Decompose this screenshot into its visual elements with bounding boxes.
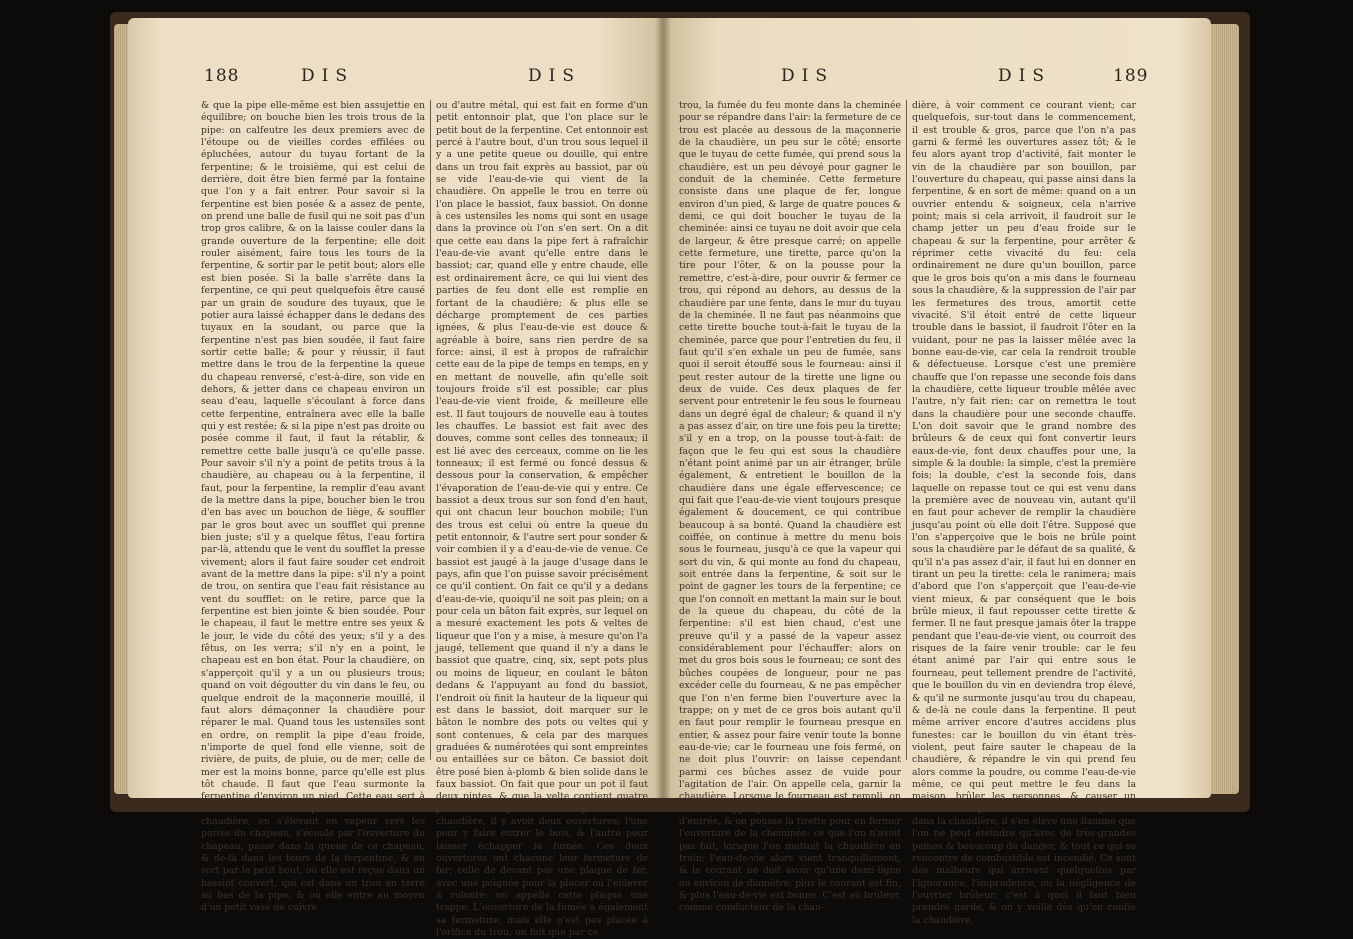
- left-column-2-text: ou d'autre métal, qui est fait en forme d'un petit entonnoir plat, que l'on place sur le petit bout de la ferpentine. Cet entonnoir est percé à l'autre bout, d'un trou sous lequel il y a une petite queue ou douille, qui entre dans un trou fait exprès au bassiot, par où se vide l'eau-de-vie qui vient de la chaudière. On appelle le trou en terre où l'on place le bassiot, faux bassiot. On donne à ces ustensiles les noms qui sont en usage dans la province où l'on s'en sert. On a dit que cette eau dans la pipe fert à rafraîchir l'eau-de-vie avant qu'elle entre dans le bassiot; car, quand elle y entre chaude, elle est ordinairement âcre, ce qui lui vient des parties de feu dont elle est remplie en fortant de la chaudière; & plus elle se décharge promptement de ces parties ignées, & plus l'eau-de-vie est douce & agréable à boire, sans rien perdre de sa force: ainsi, il est à propos de rafraîchir cette eau de la pipe de temps en temps, en y en mettant de nouvelle, afin qu'elle soit toujours froide s'il est possible; car plus l'eau-de-vie vient froide, & meilleure elle est. Il faut toujours de nouvelle eau à toutes les chauffes. Le bassiot est fait avec des douves, comme sont celles des tonneaux; il est lié avec des cerceaux, comme on lie les tonneaux; il est fermé ou foncé dessus & dessous pour la conservation, & empêcher l'évaporation de l'eau-de-vie qui y entre. Ce bassiot a deux trous sur son fond d'en haut, qui ont chacun leur bouchon mobile; l'un des trous est celui où entre la queue du petit entonnoir, & l'autre sert pour sonder & voir combien il y a d'eau-de-vie de venue. Ce bassiot est jaugé à la jauge d'usage dans le pays, afin que l'on puisse savoir précisément ce qu'il contient. On fait ce qu'il y a dedans d'eau-de-vie, quoiqu'il ne soit pas plein; on a pour cela un bâton fait exprès, sur lequel on a mesuré exactement les pots & veltes de liqueur que l'on y a mise, à mesure qu'on l'a jaugé, tellement que quand il n'y a dans le bassiot que quatre, cinq, six, sept pots plus ou moins de liqueur, en coulant le bâton dedans & l'appuyant au fond du bassiot, l'endroit où finit la hauteur de la liqueur qui est dans le bassiot, doit marquer sur le bâton le nombre des pots ou veltes qui y sont contenues, & cela par des marques graduées & numérotées qui sont empreintes ou entaillées sur ce bâton. Ce bassiot doit être posé bien à-plomb & bien solide dans le faux bassiot. On fait que pour un pot il faut deux pintes, & que la velte contient quatre pots. On a dit qu'au fourneau qui est sous la chaudière, il y avoit deux ouvertures; l'une pour y faire entrer le bois, & l'autre pour laisser échapper la fumée. Ces deux ouvertures ont chacune leur fermeture de fer; celle de devant par une plaque de fer, avec une poignée pour la placer ou l'enlever à volonté: on appelle cette plaque une trappe. L'ouverture de la fumée a également sa fermeture, mais elle n'est pas placée à l'orifice du trou; on fait que par ce: [436, 100, 648, 939]
- right-column-2: [912, 100, 1136, 926]
- left-page-number: 188: [204, 66, 240, 86]
- left-running-head-2: DIS: [528, 66, 581, 86]
- right-column-1-text: trou, la fumée du feu monte dans la cheminée pour se répandre dans l'air: la fermeture de ce trou est placée au dessous de la maçonnerie de la chaudière, un peu sur le côté; ensorte que le tuyau de cette fumée, qui prend sous la chaudière, est un peu dévoyé pour gagner le conduit de la cheminée. Cette fermeture consiste dans une plaque de fer, longue environ d'un pied, & large de quatre pouces & demi, ce qui doit boucher le tuyau de la cheminée: ainsi ce tuyau ne doit avoir que cela de largeur, & être presque carré; on appelle cette fermeture, une tirette, parce qu'on la tire pour l'ôter, & on la pousse pour la remettre, c'est-à-dire, pour ouvrir & fermer ce trou, qui répond au dehors, au dessus de la chaudière par une fente, dans le mur du tuyau de la cheminée. Il ne faut pas néanmoins que cette tirette bouche tout-à-fait le tuyau de la cheminée, parce que pour l'entretien du feu, il faut qu'il s'en exhale un peu de fumée, sans quoi il seroit étouffé sous le fourneau: ainsi il peut rester autour de la tirette une ligne ou deux de vuide. Ces deux plaques de fer servent pour entretenir le feu sous le fourneau dans un degré égal de chaleur; & quand il n'y a pas assez d'air, on tire une fois peu la tirette; s'il y en a trop, on la pousse tout-à-fait: de façon que le feu qui est sous la chaudière n'étant point animé par un air étranger, brûle également, & entretient le bouillon de la chaudière dans une égale effervescence; ce qui fait que l'eau-de-vie vient toujours presque également & doucement, ce qui contribue beaucoup à sa bonté. Quand la chaudière est coiffée, on continue à mettre du menu bois sous le fourneau, jusqu'à ce que la vapeur qui sort du vin, & qui monte au fond du chapeau, soit entrée dans la ferpentine, & soit sur le point de gagner les tours de la ferpentine; ce que l'on connoît en mettant la main sur le bout de la queue du chapeau, du côté de la ferpentine: s'il est bien chaud, c'est une preuve qu'il y a passé de la vapeur assez considérablement pour l'échauffer: alors on met du gros bois sous le fourneau; ce sont des bûches coupées de longueur, pour ne pas excéder celle du fourneau, & ne pas empêcher que l'on n'en ferme bien l'ouverture avec la trappe; on y met de ce gros bois autant qu'il en faut pour remplir le fourneau presque en entier, & assez pour faire venir toute la bonne eau-de-vie; car le fourneau une fois fermé, on ne doit plus l'ouvrir: on laisse cependant parmi ces bûches assez de vuide pour l'agitation de l'air. On appelle cela, garnir la chaudière. Lorsque le fourneau est rempli, on met la trappe pour en boucher l'ouverture d'entrée, & on pousse la tirette pour en fermer l'ouverture de la cheminée: ce que l'on n'avoit pas fait, lorsque l'on mettoit la chaudière en train; l'eau-de-vie alors vient tranquillement, & le courant ne doit avoir qu'une demi-ligne ou environ de diamètre: plus le courant est fin, & plus l'eau-de-vie est bonne. C'est au brûleur, comme conducteur de la chau-: [679, 100, 901, 914]
- left-column-2: [436, 100, 648, 939]
- left-page: [128, 18, 663, 939]
- right-column-rule: [906, 100, 907, 760]
- right-page: [663, 18, 1211, 926]
- right-running-head-2: DIS: [998, 66, 1051, 86]
- left-running-head-1: DIS: [301, 66, 354, 86]
- book-gutter: [655, 18, 671, 798]
- right-column-2-text: dière, à voir comment ce courant vient; car quelquefois, sur-tout dans le commencement, il est trouble & gros, parce que l'on n'a pas garni & fermé les ouvertures assez tôt; & le feu alors ayant trop d'activité, fait monter le vin de la chaudière par son bouillon, par l'ouverture du chapeau, qui passe ainsi dans la ferpentine, & en sort de même: quand on a un ouvrier entendu & soigneux, cela n'arrive point; mais si cela arrivoit, il faudroit sur le champ jetter un peu d'eau froide sur le chapeau & sur la ferpentine, pour arrêter & réprimer cette vivacité du feu: cela ordinairement ne dure qu'un bouillon, parce que le gros bois qu'on a mis dans le fourneau sous la chaudière, & la suppression de l'air par les fermetures des trous, amortit cette vivacité. S'il étoit entré de cette liqueur trouble dans le bassiot, il faudroit l'ôter en la vuidant, pour ne pas la laisser mêlée avec la bonne eau-de-vie, car cela la rendroit trouble & défectueuse. Lorsque c'est une première chauffe que l'on repasse une seconde fois dans la chaudière, cette liqueur trouble mêlée avec l'autre, n'y fait rien: car on remettra le tout dans la chaudière pour une seconde chauffe. L'on doit savoir que le grand nombre des brûleurs & de ceux qui font convertir leurs eaux-de-vie, font deux chauffes pour une, la simple & la double: la simple, c'est la première fois; la double, c'est la seconde fois, dans laquelle on repasse tout ce qui est venu dans la première avec de nouveau vin, autant qu'il en faut pour achever de remplir la chaudière jusqu'au point où elle doit l'être. Supposé que l'on s'apperçoive que le bois ne brûle point sous la chaudière par le défaut de sa qualité, & qu'il n'a pas assez d'air, il faut lui en donner en tirant un peu la tirette: cela le ranimera; mais d'abord que l'on s'apperçoit que l'eau-de-vie vient mieux, & par conséquent que le bois brûle mieux, il faut repousser cette tirette & fermer. Il ne faut presque jamais ôter la trappe pendant que l'eau-de-vie vient, ou courroit des risques de la faire venir trouble: car le feu étant animé par l'air qui entre sous le fourneau, peut tellement prendre de l'activité, que le bouillon du vin en deviendra trop élevé, & qu'il ne surmonte jusqu'au trou du chapeau, & de-là ne coule dans la ferpentine. Il peut même arriver encore d'autres accidens plus funestes: car le bouillon du vin étant très-violent, peut faire sauter le chapeau de la chaudière, & répandre le vin qui prend feu alors comme la poudre, ou comme l'eau-de-vie même, ce qui peut mettre le feu dans la maison, brûler les personnes, & causer un incendie des plus fâcheux; car le feu prenant dans la chaudière, il s'en élève une flamme que l'on ne peut éteindre qu'avec de très-grandes peines & beaucoup de danger, & tout ce qui se rencontre de combustible est incendié. Ce sont des malheurs qui arrivent quelquefois par l'ignorance, l'imprudence, ou la négligence de l'ouvrier brûleur; c'est à quoi il faut bien prendre garde, & on y veille dès qu'on confie la chaudière,: [912, 100, 1136, 926]
- left-column-rule: [430, 100, 431, 760]
- left-column-1: [201, 100, 425, 914]
- right-column-1: [679, 100, 901, 914]
- left-column-1-text: & que la pipe elle-même est bien assujettie en équilibre; on bouche bien les trois trous de la pipe: on calfeutre les deux premiers avec de l'étoupe ou de vieilles cordes effilées ou épluchées, autour du tuyau fortant de la ferpentine; & le troisième, qui est celui de derrière, doit être bien fermé par la fontaine que l'on y a fait entrer. Pour savoir si la ferpentine est bien posée & a assez de pente, on prend une balle de fusil qui ne soit pas d'un trop gros calibre, & on la laisse couler dans la grande ouverture de la ferpentine; elle doit rouler aisément, faire tous les tours de la ferpentine, & sortir par le petit bout; alors elle est bien posée. Si la balle s'arrête dans la ferpentine, ce qui peut quelquefois être causé par un grain de soudure des tuyaux, que le potier aura laissé échapper dans le dedans des tuyaux en la soudant, ou parce que la ferpentine n'est pas bien soudée, il faut faire sortir cette balle; & pour y réussir, il faut mettre dans le trou de la ferpentine la queue du chapeau renversé, c'est-à-dire, son vide en dehors, & jetter dans ce chapeau environ un seau d'eau, laquelle s'écoulant à force dans cette ferpentine, entraînera avec elle la balle qui y est restée; & si la pipe n'est pas droite ou posée comme il faut, il faut la rétablir, & remettre cette balle jusqu'à ce qu'elle passe. Pour savoir s'il n'y a point de petits trous à la chaudière, au chapeau ou à la ferpentine, il faut, pour la ferpentine, la remplir d'eau avant de la mettre dans la pipe, boucher bien le trou d'en bas avec un bouchon de liège, & souffler par le gros bout avec un soufflet qui prenne bien juste; s'il y a quelque fêtus, l'eau fortira par-là, attendu que le vent du soufflet la presse vivement; alors il faut faire souder cet endroit avant de la mettre dans la pipe: s'il n'y a point de trou, on sentira que l'eau fait résistance au vent du soufflet: on le retire, parce que la ferpentine est bien jointe & bien soudée. Pour le chapeau, il faut le mettre entre ses yeux & le jour, le vide du côté des yeux; s'il y a des fêtus, on les verra; s'il n'y en a point, le chapeau est en bon état. Pour la chaudière, on s'apperçoit qu'il y a un ou plusieurs trous; quand on voit dégoutter du vin dans le feu, ou quelque endroit de la maçonnerie mouillé, il faut alors démaçonner la chaudière pour réparer le mal. Quand tous les ustensiles sont en ordre, on remplit la pipe d'eau froide, n'importe de quel fond elle vienne, soit de rivière, de puits, de pluie, ou de mer; celle de mer est la moins bonne, parce qu'elle est plus tôt chaude. Il faut que l'eau surmonte la ferpentine d'environ un pied. Cette eau sert à rafraîchir l'eau-de-vie qui sort bouillante de la chaudière, en s'élevant en vapeur vers les parois du chapeau, s'écoule par l'ouverture du chapeau, passe dans la queue de ce chapeau, & de-là dans les tours de la ferpentine, & en sort par le petit bout, où elle est reçue dans un bassiot convert, qui est dans un trou en terre au bas de la pipe, & où elle entre au moyen d'un petit vase de cuivre: [201, 100, 425, 914]
- right-running-head-1: DIS: [781, 66, 834, 86]
- right-page-edges: [1211, 24, 1239, 794]
- right-page-number: 189: [1113, 66, 1149, 86]
